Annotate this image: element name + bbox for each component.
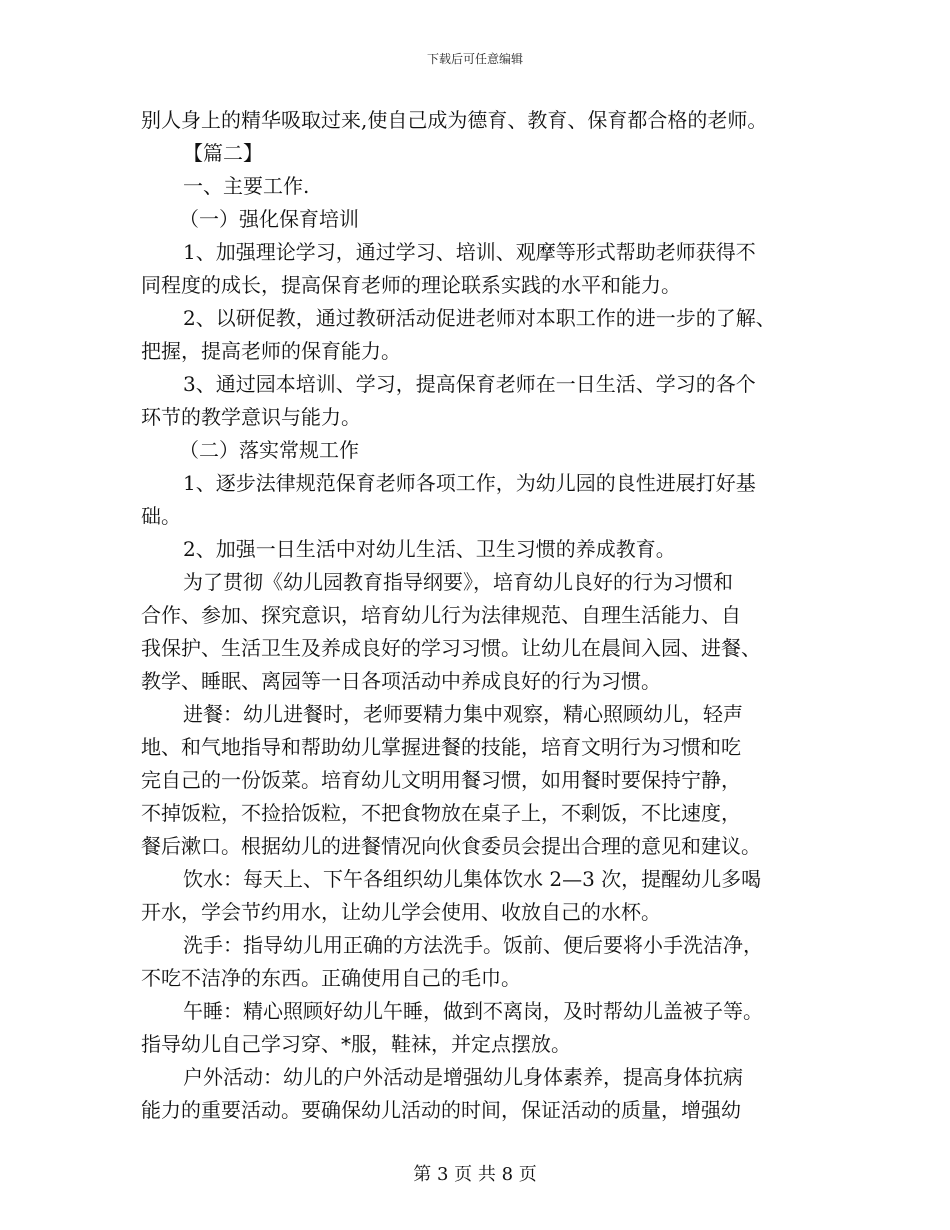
text-line: 进餐：幼儿进餐时，老师要精力集中观察，精心照顾幼儿，轻声 bbox=[183, 702, 743, 726]
text-line: 洗手：指导幼儿用正确的方法洗手。饭前、便后要将小手洗洁净， bbox=[183, 933, 763, 957]
document-body bbox=[141, 104, 821, 1127]
page-header-note: 下载后可任意编辑 bbox=[426, 52, 523, 66]
text-line: 环节的教学意识与能力。 bbox=[141, 405, 361, 429]
text-line: 午睡：精心照顾好幼儿午睡，做到不离岗，及时帮幼儿盖被子等。 bbox=[183, 999, 763, 1023]
text-line: 1、加强理论学习，通过学习、培训、观摩等形式帮助老师获得不 bbox=[183, 240, 756, 264]
text-line: 不掉饭粒，不捡拾饭粒，不把食物放在桌子上，不剩饭，不比速度， bbox=[141, 801, 741, 825]
section-heading: 【篇二】 bbox=[183, 141, 263, 165]
text-line: 2、加强一日生活中对幼儿生活、卫生习惯的养成教育。 bbox=[183, 537, 676, 561]
text-line: 开水，学会节约用水，让幼儿学会使用、收放自己的水杯。 bbox=[141, 900, 661, 924]
text-line: 户外活动：幼儿的户外活动是增强幼儿身体素养，提高身体抗病 bbox=[183, 1065, 743, 1089]
text-line: 别人身上的精华吸取过来,使自己成为德育、教育、保育都合格的老师。 bbox=[141, 108, 768, 132]
text-line: 2、以研促教，通过教研活动促进老师对本职工作的进一步的了解、 bbox=[183, 306, 776, 330]
text-line: 把握，提高老师的保育能力。 bbox=[141, 339, 401, 363]
text-line: 餐后漱口。根据幼儿的进餐情况向伙食委员会提出合理的意见和建议。 bbox=[141, 834, 761, 858]
text-line: 为了贯彻《幼儿园教育指导纲要》，培育幼儿良好的行为习惯和 bbox=[183, 570, 733, 594]
text-line: 3、通过园本培训、学习，提高保育老师在一日生活、学习的各个 bbox=[183, 372, 756, 396]
subsection-heading: （二）落实常规工作 bbox=[179, 438, 359, 462]
text-line: 能力的重要活动。要确保幼儿活动的时间，保证活动的质量，增强幼 bbox=[141, 1098, 741, 1122]
text-line: 完自己的一份饭菜。培育幼儿文明用餐习惯，如用餐时要保持宁静， bbox=[141, 768, 741, 792]
text-line: 础。 bbox=[141, 504, 181, 528]
text-line: 同程度的成长，提高保育老师的理论联系实践的水平和能力。 bbox=[141, 273, 681, 297]
text-line: 地、和气地指导和帮助幼儿掌握进餐的技能，培育文明行为习惯和吃 bbox=[141, 735, 741, 759]
text-line: 我保护、生活卫生及养成良好的学习习惯。让幼儿在晨间入园、进餐、 bbox=[141, 636, 761, 660]
page-number: 第 3 页 共 8 页 bbox=[413, 1164, 537, 1185]
text-line: 不吃不洁净的东西。正确使用自己的毛巾。 bbox=[141, 966, 521, 990]
text-line: 合作、参加、探究意识，培育幼儿行为法律规范、自理生活能力、自 bbox=[141, 603, 741, 627]
text-line: 一、主要工作. bbox=[183, 174, 310, 198]
subsection-heading: （一）强化保育培训 bbox=[179, 207, 359, 231]
text-line: 教学、睡眠、离园等一日各项活动中养成良好的行为习惯。 bbox=[141, 669, 661, 693]
text-line: 饮水：每天上、下午各组织幼儿集体饮水 2—3 次，提醒幼儿多喝 bbox=[183, 867, 762, 891]
text-line: 1、逐步法律规范保育老师各项工作，为幼儿园的良性进展打好基 bbox=[183, 471, 756, 495]
text-line: 指导幼儿自己学习穿、*服，鞋袜，并定点摆放。 bbox=[141, 1032, 571, 1056]
